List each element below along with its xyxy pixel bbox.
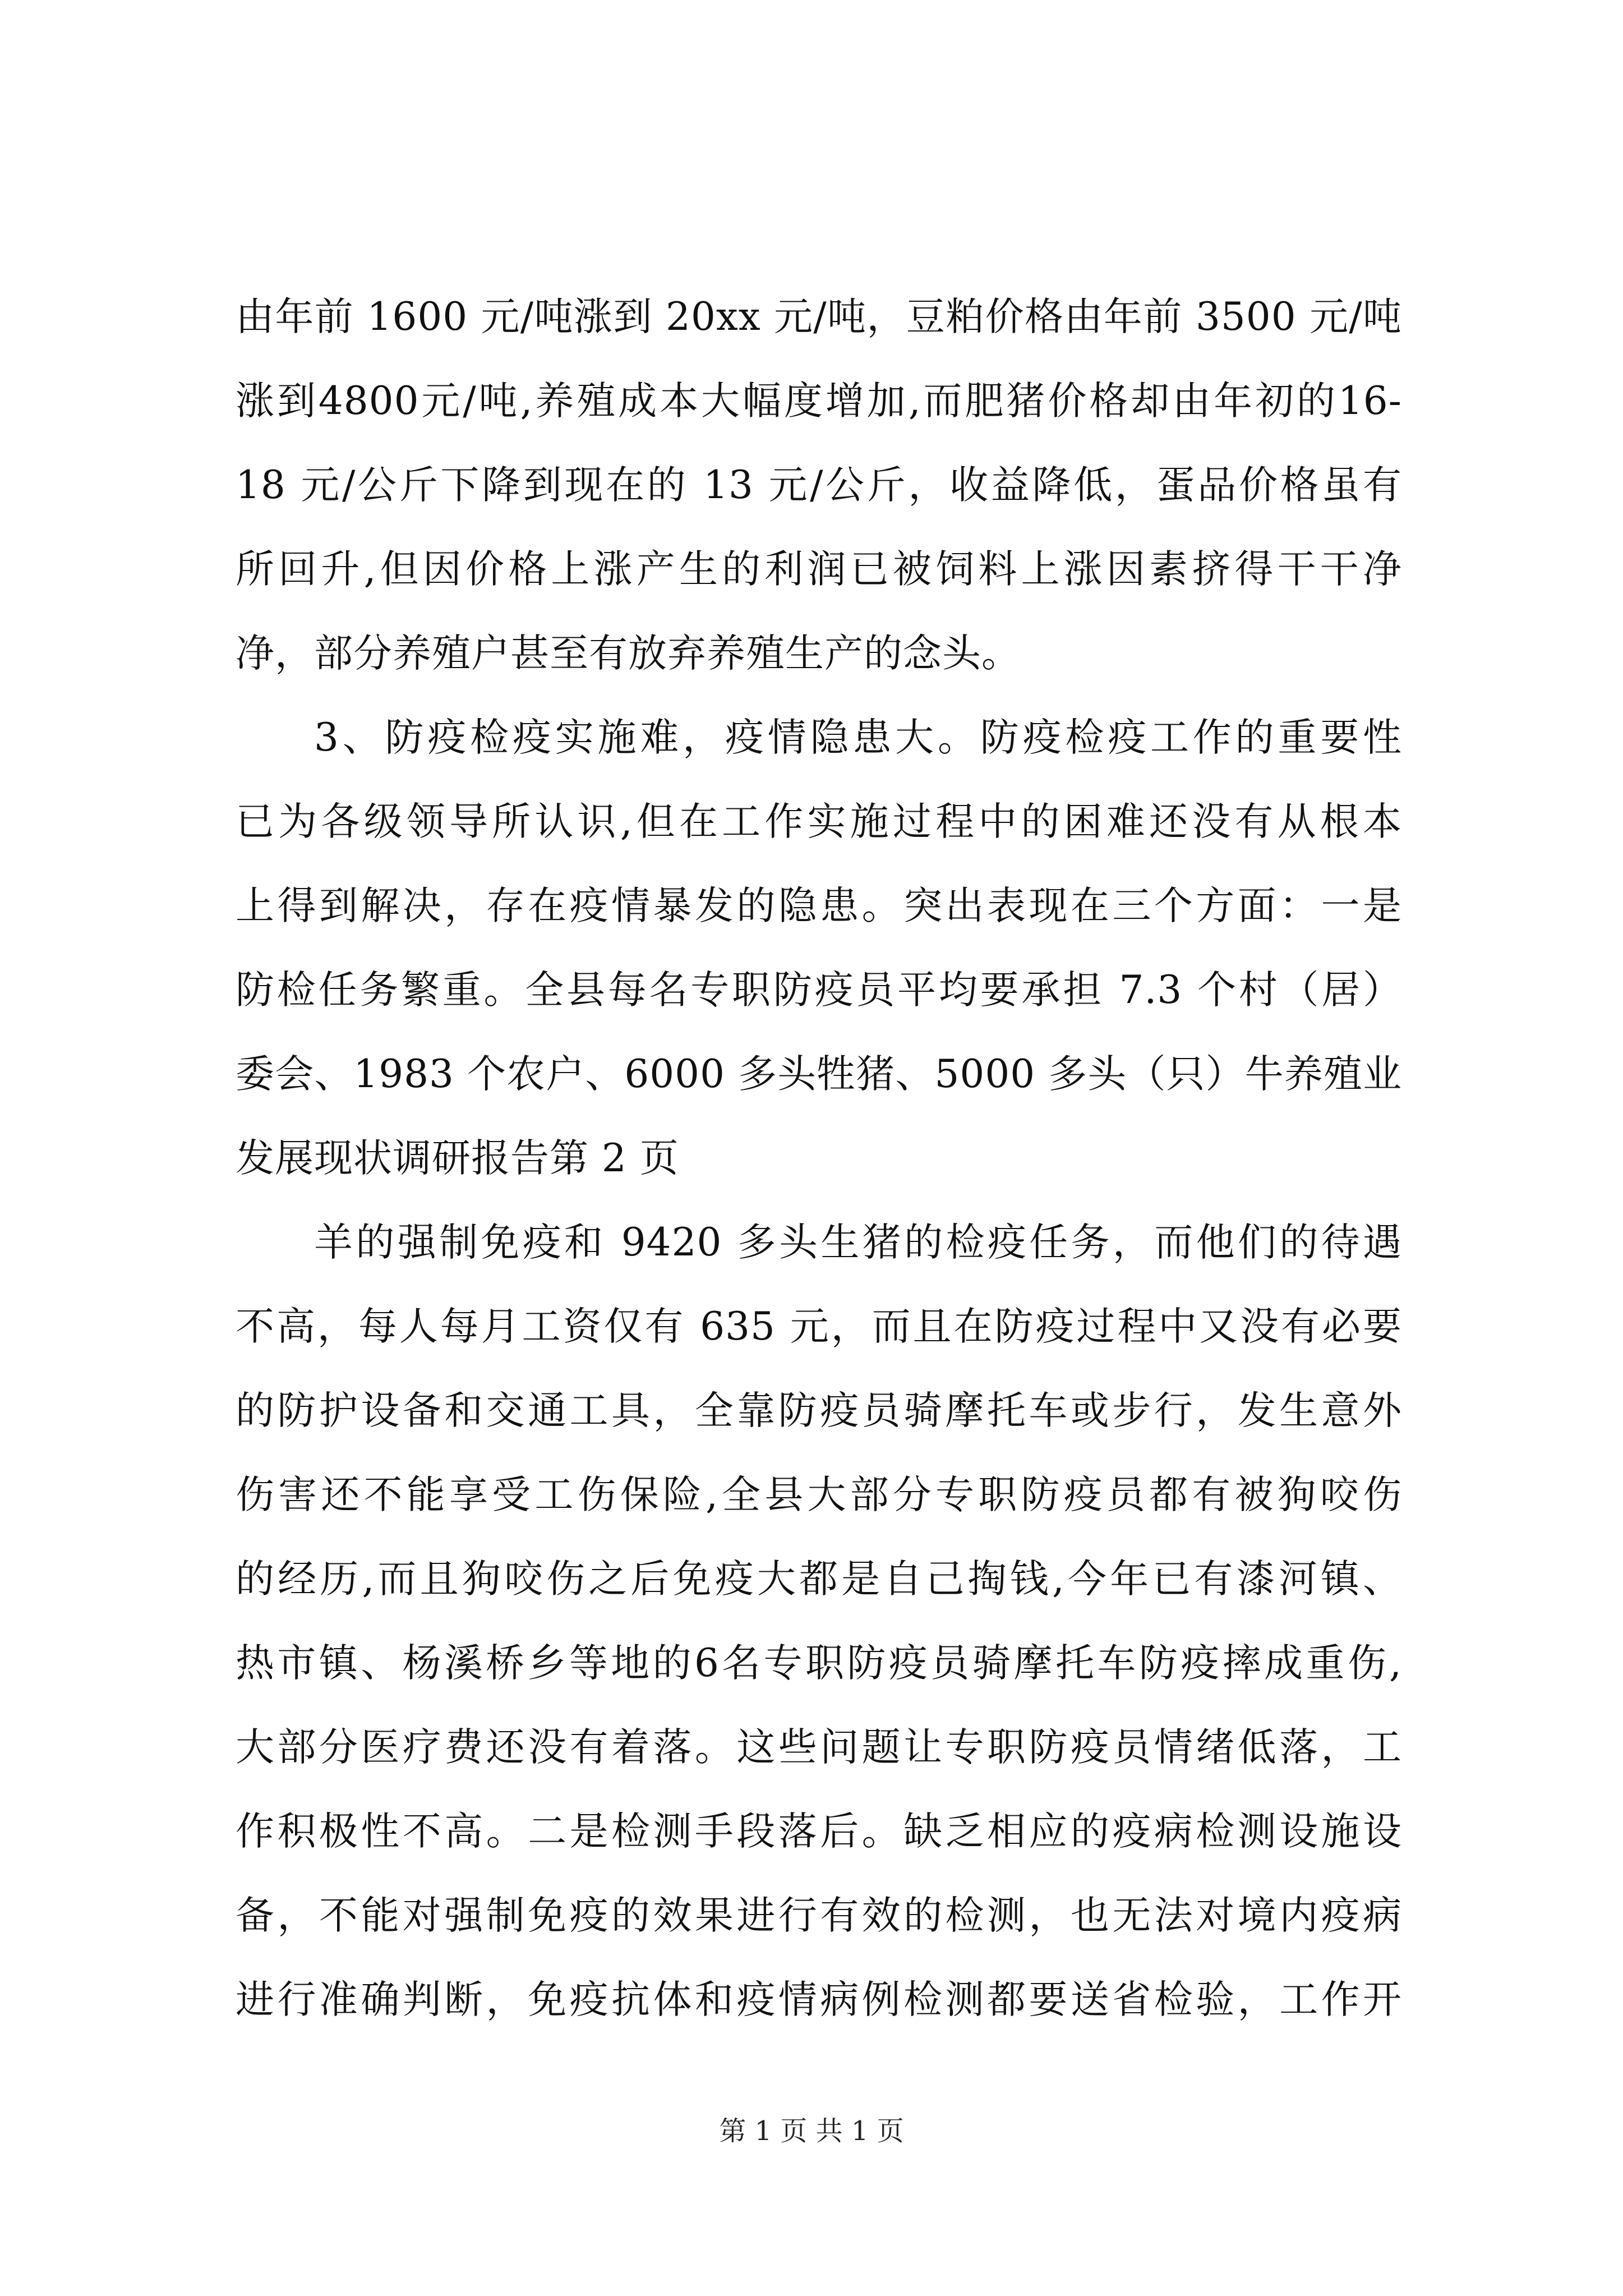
text-line: 的经历,而且狗咬伤之后免疫大都是自己掏钱,今年已有漆河镇、 xyxy=(236,1557,1402,1602)
text-line: 发展现状调研报告第 2 页 xyxy=(236,1136,679,1181)
page-footer: 第 1 页 共 1 页 xyxy=(719,2115,904,2147)
text-line: 伤害还不能享受工伤保险,全县大部分专职防疫员都有被狗咬伤 xyxy=(236,1473,1402,1517)
text-line: 净，部分养殖户甚至有放弃养殖生产的念头。 xyxy=(236,631,1021,676)
paragraph-start-line: 羊的强制免疫和 9420 多头生猪的检疫任务，而他们的待遇 xyxy=(314,1220,1402,1265)
text-line: 所回升,但因价格上涨产生的利润已被饲料上涨因素挤得干干净 xyxy=(236,547,1402,592)
text-line: 涨到4800元/吨,养殖成本大幅度增加,而肥猪价格却由年初的16- xyxy=(236,379,1402,424)
text-line: 的防护设备和交通工具，全靠防疫员骑摩托车或步行，发生意外 xyxy=(236,1388,1402,1433)
text-line: 委会、1983 个农户、6000 多头牲猪、5000 多头（只）牛养殖业 xyxy=(236,1052,1402,1097)
text-line: 作积极性不高。二是检测手段落后。缺乏相应的疫病检测设施设 xyxy=(236,1809,1402,1854)
text-line: 防检任务繁重。全县每名专职防疫员平均要承担 7.3 个村（居） xyxy=(236,968,1402,1013)
text-line: 热市镇、杨溪桥乡等地的6名专职防疫员骑摩托车防疫摔成重伤, xyxy=(236,1641,1402,1686)
text-line: 上得到解决，存在疫情暴发的隐患。突出表现在三个方面：一是 xyxy=(236,884,1402,928)
text-line: 进行准确判断，免疫抗体和疫情病例检测都要送省检验，工作开 xyxy=(236,1977,1402,2022)
text-line: 大部分医疗费还没有着落。这些问题让专职防疫员情绪低落，工 xyxy=(236,1725,1402,1770)
text-line: 由年前 1600 元/吨涨到 20xx 元/吨，豆粕价格由年前 3500 元/吨 xyxy=(236,295,1402,339)
text-line: 备，不能对强制免疫的效果进行有效的检测，也无法对境内疫病 xyxy=(236,1893,1402,1938)
text-line: 18 元/公斤下降到现在的 13 元/公斤，收益降低，蛋品价格虽有 xyxy=(236,463,1402,508)
text-line: 已为各级领导所认识,但在工作实施过程中的困难还没有从根本 xyxy=(236,799,1402,844)
text-line: 不高，每人每月工资仅有 635 元，而且在防疫过程中又没有必要 xyxy=(236,1304,1402,1349)
paragraph-start-line: 3、防疫检疫实施难，疫情隐患大。防疫检疫工作的重要性 xyxy=(314,715,1402,760)
document-body xyxy=(236,275,1402,2042)
